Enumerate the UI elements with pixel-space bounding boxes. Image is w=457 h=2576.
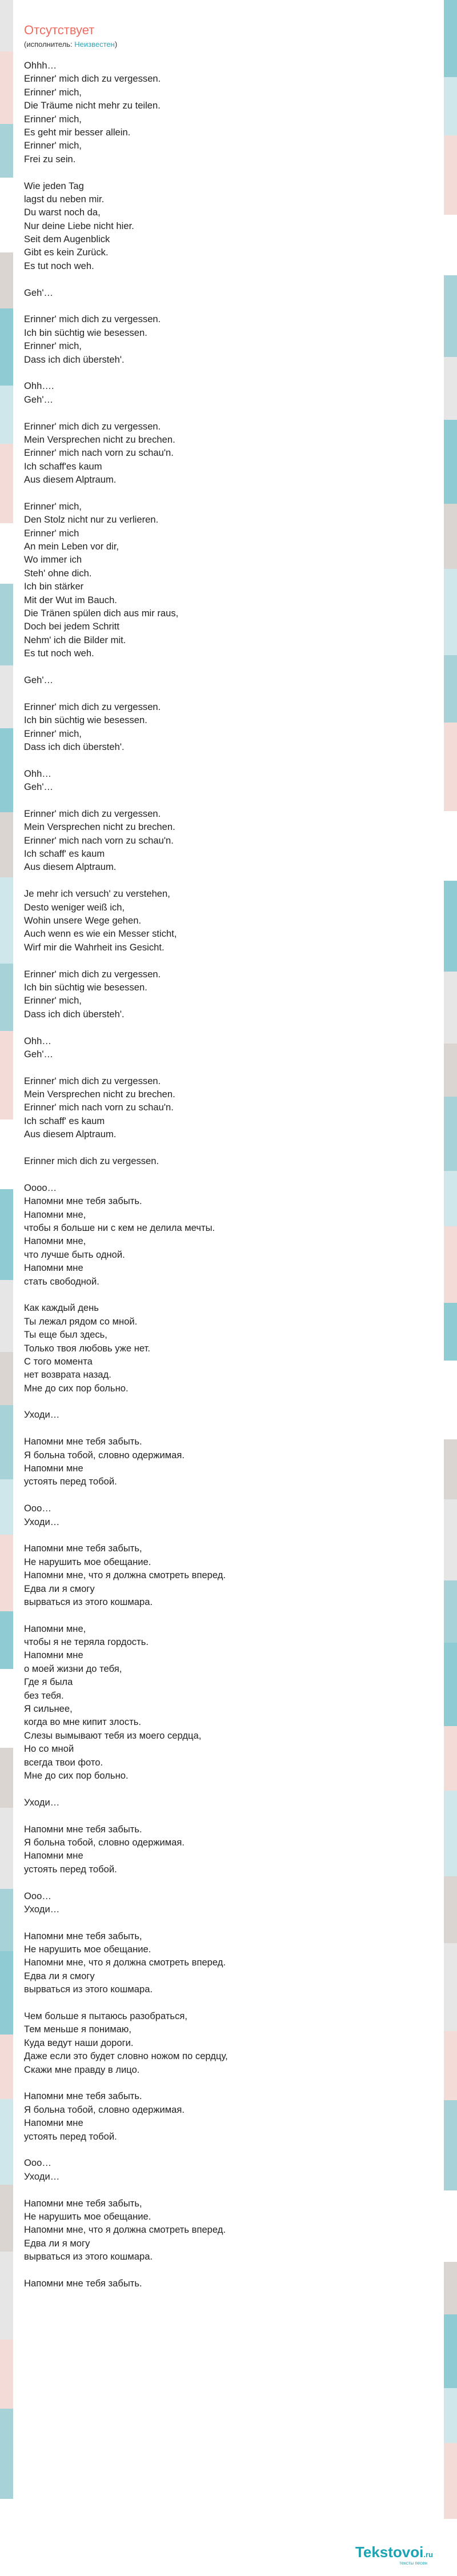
stripe-segment <box>0 584 13 665</box>
lyric-line: Тем меньше я понимаю, <box>24 2024 131 2035</box>
lyric-line: Erinner' mich nach vorn zu schau'n. <box>24 1102 174 1113</box>
lyric-line: Напомни мне тебя забыть. <box>24 1436 142 1447</box>
lyric-line: Mein Versprechen nicht zu brechen. <box>24 821 175 833</box>
artist-link[interactable]: Неизвестен <box>74 40 115 49</box>
stripe-segment <box>0 178 13 252</box>
lyric-line: Даже если это будет словно ножом по сердцу, <box>24 2051 228 2062</box>
lyric-line: Erinner' mich dich zu vergessen. <box>24 420 161 432</box>
lyric-line: Напомни мне <box>24 2117 83 2129</box>
lyric-line: Geh'… <box>24 287 54 298</box>
lyric-line: Erinner' mich, <box>24 113 82 125</box>
lyric-line: чтобы я не теряла гордость. <box>24 1636 149 1648</box>
lyric-line: Мне до сих пор больно. <box>24 1770 129 1781</box>
lyric-line: Desto weniger weiß ich, <box>24 901 125 913</box>
stripe-segment <box>444 655 457 723</box>
stripe-segment <box>0 1280 13 1352</box>
stripe-segment <box>0 2185 13 2252</box>
lyric-line <box>24 954 424 967</box>
stripe-segment <box>0 812 13 877</box>
lyric-line: Dass ich dich übersteh'. <box>24 354 125 365</box>
lyric-line: Напомни мне, что я должна смотреть вперед. <box>24 2224 226 2236</box>
lyric-line: Напомни мне <box>24 1463 83 1474</box>
lyric-line: Я больна тобой, словно одержимая. <box>24 2104 185 2115</box>
lyric-line <box>24 1395 424 1408</box>
lyric-line: Es tut noch weh. <box>24 260 94 271</box>
lyric-line: Ich bin süchtig wie besessen. <box>24 715 147 726</box>
lyric-line: Я больна тобой, словно одержимая. <box>24 1836 185 1848</box>
stripe-segment <box>0 386 13 444</box>
lyric-line: Только твоя любовь уже нет. <box>24 1342 150 1354</box>
lyric-line: Напомни мне, что я должна смотреть вперед. <box>24 1957 226 1968</box>
stripe-segment <box>0 1951 13 2035</box>
stripe-segment <box>444 569 457 655</box>
lyric-line: Напомни мне тебя забыть, <box>24 2197 142 2209</box>
logo-tagline: тексты песен <box>399 2561 427 2566</box>
lyric-line <box>24 1916 424 1929</box>
stripe-segment <box>0 1611 13 1669</box>
lyric-line: Erinner' mich nach vorn zu schau'n. <box>24 834 174 846</box>
lyric-line: Erinner' mich, <box>24 340 82 352</box>
main-content <box>19 0 438 2569</box>
page-title: Отсутствует <box>24 23 95 37</box>
lyric-line: Mein Versprechen nicht zu brechen. <box>24 1089 175 1100</box>
lyric-line: Dass ich dich übersteh'. <box>24 741 125 752</box>
stripe-segment <box>0 2099 13 2185</box>
lyric-line: Je mehr ich versuch' zu verstehen, <box>24 888 170 900</box>
lyric-line: Aus diesem Alptraum. <box>24 861 117 873</box>
stripe-segment <box>444 972 457 1044</box>
lyric-line: Die Träume nicht mehr zu teilen. <box>24 100 161 111</box>
stripe-segment <box>0 964 13 1031</box>
stripe-segment <box>0 1748 13 1808</box>
lyric-line: чтобы я больше ни с кем не делила мечты. <box>24 1222 215 1233</box>
lyric-line: Die Tränen spülen dich aus mir raus, <box>24 608 179 619</box>
lyrics-text <box>24 59 424 2290</box>
lyric-line: Wohin unsere Wege gehen. <box>24 915 142 926</box>
lyric-line: Erinner' mich, <box>24 500 82 512</box>
lyric-line <box>24 1288 424 1301</box>
lyric-line: Frei zu sein. <box>24 153 76 164</box>
right-decorative-stripe <box>444 0 457 2569</box>
lyric-line: Nehm' ich die Bilder mit. <box>24 634 126 645</box>
lyric-line <box>24 487 424 500</box>
lyric-line: Du warst noch da, <box>24 207 101 218</box>
lyric-line: Ооо… <box>24 1503 51 1514</box>
lyric-line: Geh'… <box>24 781 54 793</box>
stripe-segment <box>444 2190 457 2262</box>
lyric-line: Ich bin süchtig wie besessen. <box>24 327 147 338</box>
lyric-line: Не нарушить мое обещание. <box>24 1944 151 1955</box>
lyric-line: Dass ich dich übersteh'. <box>24 1008 125 1020</box>
lyric-line: Erinner' mich dich zu vergessen. <box>24 701 161 712</box>
lyric-line: Ohhh… <box>24 60 57 71</box>
lyric-line: Wirf mir die Wahrheit ins Gesicht. <box>24 941 165 953</box>
lyric-line: стать свободной. <box>24 1275 99 1287</box>
stripe-segment <box>0 523 13 584</box>
lyric-line <box>24 1021 424 1034</box>
stripe-segment <box>444 357 457 420</box>
lyric-line: С того момента <box>24 1355 93 1367</box>
lyric-line: Едва ли я смогу <box>24 1583 95 1594</box>
lyric-line: вырваться из этого кошмара. <box>24 1596 153 1607</box>
stripe-segment <box>0 308 13 386</box>
lyric-line: Wo immer ich <box>24 554 82 565</box>
lyric-line: Скажи мне правду в лицо. <box>24 2064 140 2075</box>
lyric-line <box>24 406 424 419</box>
stripe-segment <box>0 252 13 308</box>
stripe-segment <box>0 1189 13 1280</box>
lyric-line: Ты лежал рядом со мной. <box>24 1315 138 1327</box>
lyric-line: Auch wenn es wie ein Messer sticht, <box>24 928 177 940</box>
stripe-segment <box>0 1889 13 1951</box>
lyric-line <box>24 299 424 312</box>
lyric-line: Erinner' mich, <box>24 728 82 739</box>
lyric-line: Ich schaff'es kaum <box>24 460 102 472</box>
site-logo[interactable] <box>355 2543 433 2561</box>
subtitle-prefix: (исполнитель: <box>24 40 75 49</box>
lyric-line: Geh'… <box>24 674 54 685</box>
stripe-segment <box>0 2499 13 2570</box>
lyric-line: Напомни мне тебя забыть, <box>24 1543 142 1554</box>
lyric-line: когда во мне кипит злость. <box>24 1716 142 1728</box>
stripe-segment <box>0 1031 13 1120</box>
lyric-line: Ооо… <box>24 2157 51 2169</box>
lyric-line: что лучше быть одной. <box>24 1249 125 1260</box>
lyric-line: Erinner' mich nach vorn zu schau'n. <box>24 447 174 459</box>
lyric-line <box>24 1488 424 1502</box>
lyric-line: устоять перед тобой. <box>24 2130 117 2142</box>
stripe-segment <box>444 2100 457 2190</box>
lyric-line: Nur deine Liebe nicht hier. <box>24 220 134 231</box>
lyric-line <box>24 687 424 700</box>
lyric-line: Ohh…. <box>24 380 54 392</box>
stripe-segment <box>444 1876 457 1943</box>
lyric-line: An mein Leben vor dir, <box>24 541 119 552</box>
logo-tld: .ru <box>423 2550 433 2559</box>
lyric-line: Gibt es kein Zurück. <box>24 247 109 258</box>
lyric-line: Ich bin süchtig wie besessen. <box>24 981 147 993</box>
lyric-line: Geh'… <box>24 1048 54 1060</box>
lyric-line: Aus diesem Alptraum. <box>24 474 117 485</box>
lyric-line: Напомни мне <box>24 1262 83 1274</box>
stripe-segment <box>0 1120 13 1189</box>
lyric-line: всегда твои фото. <box>24 1756 103 1768</box>
lyric-line: Doch bei jedem Schritt <box>24 621 119 632</box>
stripe-segment <box>444 1499 457 1580</box>
lyric-line: Erinner' mich, <box>24 86 82 98</box>
lyric-line: Уходи… <box>24 1516 60 1527</box>
lyric-line: Напомни мне тебя забыть. <box>24 1823 142 1835</box>
lyric-line: Чем больше я пытаюсь разобраться, <box>24 2011 187 2022</box>
lyric-line: Ооо… <box>24 1890 51 1901</box>
lyric-line: Erinner' mich <box>24 527 79 539</box>
lyric-line: устоять перед тобой. <box>24 1863 117 1875</box>
lyric-line: Steh' ohne dich. <box>24 567 92 579</box>
lyric-line: Куда ведут наши дороги. <box>24 2037 134 2048</box>
lyric-line: Оооо… <box>24 1182 57 1193</box>
lyric-line <box>24 272 424 286</box>
subtitle <box>24 40 117 49</box>
lyric-line: Wie jeden Tag <box>24 180 84 191</box>
stripe-segment <box>0 2252 13 2340</box>
lyric-line <box>24 2143 424 2156</box>
lyric-line: Напомни мне, что я должна смотреть вперед. <box>24 1570 226 1581</box>
stripe-segment <box>444 504 457 569</box>
lyric-line: Erinner' mich dich zu vergessen. <box>24 968 161 980</box>
lyric-line: Но со мной <box>24 1743 74 1755</box>
lyric-line: Den Stolz nicht nur zu verlieren. <box>24 514 159 525</box>
lyric-line: Напомни мне тебя забыть. <box>24 2091 142 2102</box>
stripe-segment <box>0 1405 13 1479</box>
stripe-segment <box>0 1535 13 1611</box>
lyric-line: Уходи… <box>24 1796 60 1808</box>
stripe-segment <box>444 0 457 77</box>
stripe-segment <box>444 1943 457 2031</box>
lyric-line <box>24 166 424 179</box>
lyric-line <box>24 2263 424 2276</box>
stripe-segment <box>444 215 457 275</box>
stripe-segment <box>0 2409 13 2499</box>
lyric-line: без тебя. <box>24 1690 64 1701</box>
lyric-line: Едва ли я могу <box>24 2237 90 2249</box>
lyric-line: Ohh… <box>24 768 51 779</box>
stripe-segment <box>444 1044 457 1097</box>
lyric-line: Ich bin stärker <box>24 581 84 592</box>
lyric-line <box>24 2076 424 2089</box>
stripe-segment <box>444 2031 457 2100</box>
lyric-line <box>24 874 424 887</box>
lyric-line <box>24 1167 424 1181</box>
lyric-line <box>24 1782 424 1795</box>
lyric-line <box>24 753 424 767</box>
lyric-line: Erinner' mich dich zu vergessen. <box>24 1075 161 1086</box>
left-decorative-stripe <box>0 0 13 2569</box>
lyric-line <box>24 1608 424 1622</box>
stripe-segment <box>0 444 13 523</box>
stripe-segment <box>444 1580 457 1643</box>
lyric-line: Не нарушить мое обещание. <box>24 1556 151 1567</box>
lyric-line: Едва ли я смогу <box>24 1970 95 1981</box>
stripe-segment <box>444 1791 457 1876</box>
lyric-line: Уходи… <box>24 1409 60 1421</box>
stripe-segment <box>444 881 457 972</box>
lyric-line: Уходи… <box>24 1903 60 1915</box>
lyric-line: Напомни мне, <box>24 1623 86 1634</box>
stripe-segment <box>444 2388 457 2443</box>
stripe-segment <box>0 2035 13 2099</box>
lyric-line: Не нарушить мое обещание. <box>24 2210 151 2222</box>
lyric-line <box>24 366 424 379</box>
stripe-segment <box>444 420 457 504</box>
lyric-line: Мне до сих пор больно. <box>24 1382 129 1394</box>
stripe-segment <box>0 1352 13 1405</box>
stripe-segment <box>0 1808 13 1889</box>
stripe-segment <box>0 665 13 728</box>
lyric-line: Напомни мне <box>24 1650 83 1661</box>
lyric-line: Geh'… <box>24 394 54 405</box>
stripe-segment <box>0 877 13 964</box>
lyric-line <box>24 1422 424 1435</box>
lyric-line: lagst du neben mir. <box>24 193 105 204</box>
stripe-segment <box>0 1669 13 1748</box>
stripe-segment <box>444 275 457 357</box>
stripe-segment <box>444 1303 457 1361</box>
lyric-line: Seit dem Augenblick <box>24 234 110 245</box>
lyric-line: Напомни мне <box>24 1850 83 1861</box>
lyric-line: Уходи… <box>24 2170 60 2182</box>
stripe-segment <box>444 1226 457 1303</box>
lyric-line: Где я была <box>24 1676 73 1688</box>
stripe-segment <box>444 723 457 811</box>
stripe-segment <box>444 1439 457 1499</box>
lyric-line: Ты еще был здесь, <box>24 1329 107 1341</box>
lyric-line: вырваться из этого кошмара. <box>24 1984 153 1995</box>
stripe-segment <box>444 77 457 135</box>
lyric-line: Erinner' mich, <box>24 995 82 1006</box>
lyric-line: Es geht mir besser allein. <box>24 126 131 138</box>
lyric-line <box>24 793 424 806</box>
stripe-segment <box>0 728 13 812</box>
lyric-line <box>24 1876 424 1889</box>
lyric-line <box>24 1528 424 1542</box>
lyric-line: Erinner mich dich zu vergessen. <box>24 1155 159 1167</box>
lyric-line: Erinner' mich dich zu vergessen. <box>24 808 161 819</box>
lyric-line: Erinner' mich dich zu vergessen. <box>24 314 161 325</box>
stripe-segment <box>444 811 457 881</box>
stripe-segment <box>444 1097 457 1171</box>
stripe-segment <box>444 2519 457 2576</box>
stripe-segment <box>444 1643 457 1726</box>
stripe-segment <box>444 2262 457 2314</box>
stripe-segment <box>0 2340 13 2409</box>
lyric-line: Напомни мне тебя забыть, <box>24 1930 142 1941</box>
lyric-line: Ich schaff' es kaum <box>24 848 105 860</box>
stripe-segment <box>444 2314 457 2388</box>
lyric-line: Напомни мне тебя забыть. <box>24 1195 142 1207</box>
stripe-segment <box>0 124 13 178</box>
stripe-segment <box>0 51 13 124</box>
lyric-line: Ohh… <box>24 1035 51 1046</box>
lyric-line: вырваться из этого кошмара. <box>24 2251 153 2262</box>
lyric-line: Как каждый день <box>24 1302 99 1314</box>
stripe-segment <box>444 1726 457 1791</box>
lyric-line: Erinner' mich dich zu vergessen. <box>24 73 161 85</box>
lyric-line: о моей жизни до тебя, <box>24 1663 122 1674</box>
lyric-line: Es tut noch weh. <box>24 648 94 659</box>
stripe-segment <box>444 135 457 215</box>
lyric-line <box>24 1996 424 2009</box>
lyric-line: Напомни мне, <box>24 1235 86 1247</box>
lyric-line <box>24 660 424 673</box>
stripe-segment <box>444 1171 457 1226</box>
lyric-line <box>24 1061 424 1074</box>
lyric-line: Ich schaff' es kaum <box>24 1115 105 1126</box>
lyric-line: Напомни мне, <box>24 1209 86 1220</box>
lyric-line: Слезы вымывают тебя из моего сердца, <box>24 1730 202 1741</box>
lyric-line <box>24 2183 424 2196</box>
lyric-line: устоять перед тобой. <box>24 1476 117 1487</box>
stripe-segment <box>444 2443 457 2519</box>
logo-name: Tekstovoi <box>355 2543 424 2561</box>
stripe-segment <box>0 0 13 51</box>
lyric-line: Я сильнее, <box>24 1703 73 1715</box>
lyric-line: нет возврата назад. <box>24 1369 111 1381</box>
lyric-line <box>24 1809 424 1822</box>
lyric-line: Mit der Wut im Bauch. <box>24 594 117 605</box>
lyric-line: Напомни мне тебя забыть. <box>24 2277 142 2289</box>
stripe-segment <box>0 1479 13 1535</box>
lyric-line: Erinner' mich, <box>24 140 82 151</box>
lyric-line: Aus diesem Alptraum. <box>24 1129 117 1140</box>
subtitle-suffix: ) <box>114 40 118 49</box>
lyric-line: Mein Versprechen nicht zu brechen. <box>24 434 175 445</box>
lyric-line: Я больна тобой, словно одержимая. <box>24 1449 185 1460</box>
lyric-line <box>24 1141 424 1154</box>
stripe-segment <box>444 1361 457 1439</box>
